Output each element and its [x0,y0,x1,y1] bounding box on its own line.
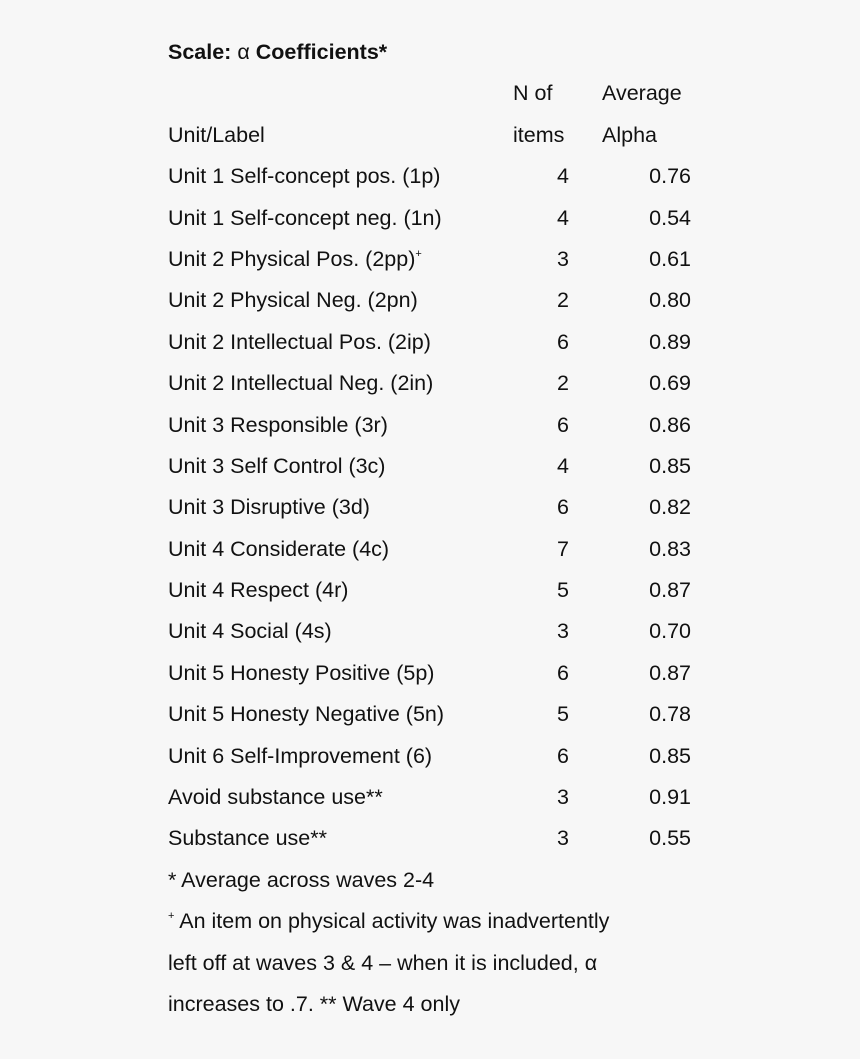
row-n-items: 6 [557,743,569,768]
row-average-alpha: 0.82 [649,495,691,520]
row-label-text: Avoid substance use** [168,785,383,810]
alpha-coefficients-table [168,32,708,1025]
table-title [168,32,708,73]
header-alpha-bottom: Alpha [602,122,657,147]
header-row-2 [168,115,708,156]
row-average-alpha: 0.70 [649,619,691,644]
row-label-text: Unit 4 Respect (4r) [168,578,349,603]
table-row [168,529,708,570]
row-label [168,570,348,611]
row-n-items: 5 [557,578,569,603]
row-average-alpha: 0.91 [649,785,691,810]
row-average-alpha: 0.87 [649,578,691,603]
table-row [168,570,708,611]
row-average-alpha: 0.85 [649,453,691,478]
row-label-text: Unit 5 Honesty Negative (5n) [168,702,445,727]
row-n-items: 4 [557,164,569,189]
title-alpha-symbol: α [237,40,250,64]
row-average-alpha: 0.80 [649,288,691,313]
row-n-items: 7 [557,536,569,561]
footnote-plus-mark: + [168,910,175,923]
row-n-items: 6 [557,329,569,354]
row-average-alpha: 0.69 [649,371,691,396]
row-average-alpha: 0.61 [649,246,691,271]
row-average-alpha: 0.86 [649,412,691,437]
footnote-physical-text-1: An item on physical activity was inadvertently [174,909,610,934]
row-n-items: 3 [557,785,569,810]
row-label-text: Unit 3 Self Control (3c) [168,453,386,478]
row-label [168,736,432,777]
row-label [168,777,383,818]
row-n-items: 2 [557,371,569,396]
row-label-text: Unit 1 Self-concept pos. (1p) [168,164,441,189]
row-average-alpha: 0.78 [649,702,691,727]
footnote-physical-line-3 [168,984,708,1025]
table-row [168,405,708,446]
row-footnote-mark: + [415,247,422,260]
table-row [168,653,708,694]
row-n-items: 5 [557,702,569,727]
header-alpha-top: Average [602,81,682,106]
row-n-items: 2 [557,288,569,313]
row-n-items: 3 [557,619,569,644]
header-n-top: N of [513,81,553,106]
row-label-text: Unit 3 Responsible (3r) [168,412,388,437]
row-n-items: 6 [557,495,569,520]
table-row [168,818,708,859]
row-label [168,818,327,859]
row-label [168,487,370,528]
row-label [168,405,388,446]
row-label [168,198,442,239]
row-n-items: 6 [557,412,569,437]
row-label [168,322,431,363]
table-row [168,280,708,321]
row-label [168,156,440,197]
row-average-alpha: 0.55 [649,826,691,851]
table-row [168,198,708,239]
row-label [168,363,433,404]
row-average-alpha: 0.87 [649,660,691,685]
row-label-text: Unit 2 Physical Pos. (2pp) [168,246,416,271]
table-row [168,156,708,197]
row-label [168,611,332,652]
row-average-alpha: 0.83 [649,536,691,561]
row-label [168,529,389,570]
row-label-text: Unit 3 Disruptive (3d) [168,495,370,520]
row-label-text: Unit 1 Self-concept neg. (1n) [168,205,442,230]
row-average-alpha: 0.76 [649,164,691,189]
table-row [168,322,708,363]
table-row [168,487,708,528]
table-row [168,239,708,280]
table-row [168,611,708,652]
row-label-text: Unit 6 Self-Improvement (6) [168,743,433,768]
footnote-physical-text-2: left off at waves 3 & 4 – when it is included, α [168,950,598,975]
row-average-alpha: 0.54 [649,205,691,230]
title-suffix: Coefficients* [249,40,388,64]
row-average-alpha: 0.85 [649,743,691,768]
row-label-text: Unit 5 Honesty Positive (5p) [168,660,435,685]
row-label [168,280,418,321]
table-row [168,736,708,777]
header-label: Unit/Label [168,122,265,147]
row-label-text: Unit 2 Intellectual Neg. (2in) [168,371,434,396]
row-n-items: 3 [557,246,569,271]
table-row [168,446,708,487]
row-n-items: 4 [557,205,569,230]
row-label-text: Substance use** [168,826,327,851]
row-label-text: Unit 2 Intellectual Pos. (2ip) [168,329,431,354]
footnote-physical-text-3: increases to .7. ** Wave 4 only [168,991,460,1016]
row-average-alpha: 0.89 [649,329,691,354]
row-label-text: Unit 4 Considerate (4c) [168,536,390,561]
footnote-physical-line-1 [168,901,708,942]
table-row [168,363,708,404]
footnote-physical-line-2 [168,943,708,984]
table-row [168,694,708,735]
row-label [168,694,444,735]
row-n-items: 3 [557,826,569,851]
title-prefix: Scale: [168,40,238,64]
row-label-text: Unit 4 Social (4s) [168,619,332,644]
row-label-text: Unit 2 Physical Neg. (2pn) [168,288,418,313]
row-label [168,239,422,284]
row-n-items: 6 [557,660,569,685]
table-row [168,777,708,818]
row-label [168,653,434,694]
footnote-average-text: * Average across waves 2-4 [168,867,435,892]
row-label [168,446,385,487]
table-body [168,156,708,860]
header-n-bottom: items [513,122,565,147]
footnote-average [168,860,708,901]
row-n-items: 4 [557,453,569,478]
header-row-1 [168,73,708,114]
